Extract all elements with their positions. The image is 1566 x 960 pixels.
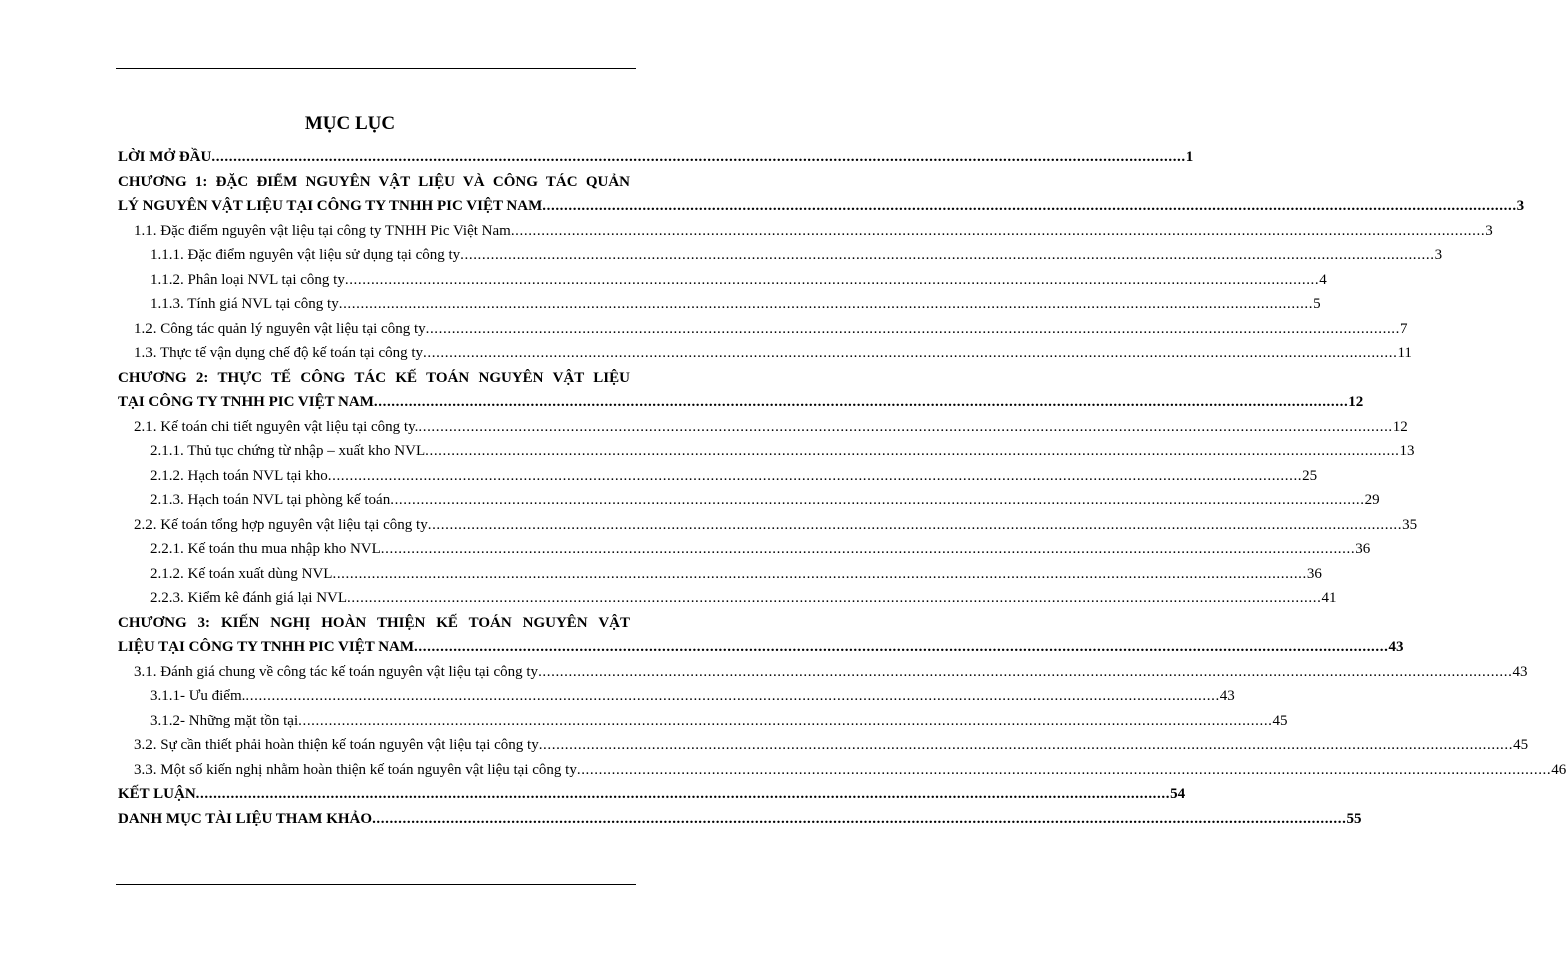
toc-page-number: 12: [1348, 394, 1364, 410]
dot-leader: ................................................................................................................................................................................................................................: [427, 516, 1403, 533]
dot-leader: ................................................................................................................................................................................................................................: [347, 590, 1322, 606]
dot-leader: ................................................................................................................................................................................................................................: [576, 761, 1552, 778]
toc-entry-text: CHƯƠNG 2: THỰC TẾ CÔNG TÁC KẾ TOÁN NGUYÊN VẬT LIỆU: [118, 369, 630, 386]
dot-leader: ................................................................................................................................................................................................................................: [542, 198, 1517, 214]
table-of-contents: [118, 145, 1566, 831]
toc-page-number: 43: [1512, 663, 1528, 680]
dot-leader: ................................................................................................................................................................................................................................: [245, 688, 1220, 704]
toc-page-number: 7: [1400, 320, 1408, 337]
toc-entry-text: 1.2. Công tác quản lý nguyên vật liệu tại công ty: [134, 320, 426, 337]
toc-entry[interactable]: [118, 733, 1529, 758]
toc-entry-text: TẠI CÔNG TY TNHH PIC VIỆT NAM: [118, 394, 374, 410]
toc-entry-text: 1.1. Đặc điểm nguyên vật liệu tại công ty TNHH Pic Việt Nam: [134, 222, 511, 239]
toc-entry-text: 2.1. Kế toán chi tiết nguyên vật liệu tại công ty.: [134, 418, 419, 435]
toc-page-number: 3: [1485, 222, 1493, 239]
dot-leader: ................................................................................................................................................................................................................................: [414, 639, 1389, 655]
toc-entry-text: 1.3. Thực tế vận dụng chế độ kế toán tại công ty: [134, 345, 424, 361]
dot-leader: ................................................................................................................................................................................................................................: [332, 565, 1307, 582]
dot-leader: ................................................................................................................................................................................................................................: [425, 320, 1401, 337]
dot-leader: ................................................................................................................................................................................................................................: [380, 541, 1356, 557]
toc-entry[interactable]: [118, 243, 1443, 268]
page-title: MỤC LỤC: [304, 113, 396, 134]
toc-entry[interactable]: [118, 219, 1493, 244]
toc-page-number: 25: [1302, 467, 1318, 484]
toc-entry-text: 2.2.3. Kiểm kê đánh giá lại NVL: [150, 590, 348, 606]
toc-entry-text: 3.1.2- Những mặt tồn tại: [150, 712, 299, 729]
toc-page-number: 3: [1434, 247, 1443, 263]
toc-page-number: 5: [1313, 296, 1321, 312]
dot-leader: ................................................................................................................................................................................................................................: [510, 222, 1486, 239]
toc-entry-text: 3.2. Sự cần thiết phải hoàn thiện kế toán nguyên vật liệu tại công ty: [134, 737, 539, 753]
toc-entry[interactable]: [118, 145, 1194, 170]
toc-entry[interactable]: [118, 439, 1415, 464]
toc-entry[interactable]: [118, 317, 1408, 342]
dot-leader: ................................................................................................................................................................................................................................: [460, 247, 1435, 263]
toc-entry-text: CHƯƠNG 1: ĐẶC ĐIỂM NGUYÊN VẬT LIỆU VÀ CÔNG TÁC QUẢN: [118, 173, 630, 190]
toc-page-number: 43: [1219, 688, 1235, 704]
toc-page-number: 46: [1551, 761, 1566, 778]
header-rule: [116, 68, 636, 69]
toc-entry[interactable]: [118, 488, 1380, 513]
toc-entry[interactable]: [118, 635, 1404, 660]
dot-leader: ................................................................................................................................................................................................................................: [538, 737, 1514, 753]
toc-page-number: 41: [1321, 590, 1337, 606]
dot-leader: ................................................................................................................................................................................................................................: [423, 345, 1398, 361]
toc-entry[interactable]: [118, 611, 630, 636]
dot-leader: ................................................................................................................................................................................................................................: [390, 492, 1365, 508]
toc-entry-text: 1.1.3. Tính giá NVL tại công ty: [150, 296, 339, 312]
toc-entry[interactable]: [118, 758, 1566, 783]
toc-entry-text: 2.1.3. Hạch toán NVL tại phòng kế toán: [150, 492, 391, 508]
toc-page-number: 55: [1346, 810, 1362, 827]
toc-entry-text: LIỆU TẠI CÔNG TY TNHH PIC VIỆT NAM: [118, 639, 415, 655]
toc-entry-text: 1.1.1. Đặc điểm nguyên vật liệu sử dụng tại công ty: [150, 247, 461, 263]
toc-entry[interactable]: [118, 660, 1528, 685]
toc-entry-text: 2.1.2. Kế toán xuất dùng NVL: [150, 565, 333, 582]
toc-page-number: 36: [1306, 565, 1322, 582]
toc-page-number: 3: [1516, 198, 1525, 214]
toc-entry[interactable]: [118, 562, 1322, 587]
dot-leader: ................................................................................................................................................................................................................................: [211, 149, 1186, 165]
toc-entry-text: 2.2.1. Kế toán thu mua nhập kho NVL: [150, 541, 381, 557]
toc-entry[interactable]: [118, 684, 1235, 709]
toc-entry-text: LỜI MỞ ĐẦU: [118, 149, 212, 165]
dot-leader: ................................................................................................................................................................................................................................: [538, 663, 1513, 680]
toc-entry[interactable]: [118, 586, 1337, 611]
toc-entry[interactable]: [118, 366, 630, 391]
toc-page-number: 45: [1272, 712, 1288, 729]
toc-page-number: 36: [1355, 541, 1371, 557]
toc-entry-text: 3.3. Một số kiến nghị nhằm hoàn thiện kế toán nguyên vật liệu tại công ty: [134, 761, 577, 778]
toc-page-number: 1: [1185, 149, 1194, 165]
dot-leader: ................................................................................................................................................................................................................................: [418, 418, 1393, 435]
dot-leader: ................................................................................................................................................................................................................................: [327, 467, 1303, 484]
toc-entry[interactable]: [118, 390, 1364, 415]
toc-page-number: 45: [1513, 737, 1529, 753]
toc-page-number: 12: [1392, 418, 1408, 435]
toc-entry[interactable]: [118, 782, 1186, 807]
toc-page-number: 4: [1319, 271, 1327, 288]
toc-entry[interactable]: [118, 194, 1525, 219]
footer-rule: [116, 884, 636, 885]
toc-entry-text: LÝ NGUYÊN VẬT LIỆU TẠI CÔNG TY TNHH PIC VIỆT NAM: [118, 198, 543, 214]
toc-entry[interactable]: [118, 415, 1408, 440]
toc-page-number: 35: [1402, 516, 1418, 533]
toc-page-number: 29: [1364, 492, 1380, 508]
toc-entry[interactable]: [118, 170, 630, 195]
toc-entry-text: 3.1.1- Ưu điểm.: [150, 688, 246, 704]
dot-leader: ................................................................................................................................................................................................................................: [425, 443, 1400, 459]
toc-page-number: 11: [1397, 345, 1412, 361]
toc-entry-text: 2.1.2. Hạch toán NVL tại kho: [150, 467, 328, 484]
toc-entry-text: 1.1.2. Phân loại NVL tại công ty: [150, 271, 345, 288]
dot-leader: ................................................................................................................................................................................................................................: [195, 786, 1171, 802]
toc-entry-text: 3.1. Đánh giá chung về công tác kế toán nguyên vật liệu tại công ty: [134, 663, 539, 680]
toc-page-number: 54: [1170, 786, 1186, 802]
toc-entry-text: 2.2. Kế toán tổng hợp nguyên vật liệu tại công ty: [134, 516, 428, 533]
dot-leader: ................................................................................................................................................................................................................................: [338, 296, 1314, 312]
toc-entry-text: KẾT LUẬN: [118, 786, 196, 802]
toc-page-number: 13: [1399, 443, 1415, 459]
dot-leader: ................................................................................................................................................................................................................................: [373, 394, 1349, 410]
toc-entry[interactable]: [118, 292, 1321, 317]
dot-leader: ................................................................................................................................................................................................................................: [298, 712, 1273, 729]
dot-leader: ................................................................................................................................................................................................................................: [344, 271, 1320, 288]
toc-entry[interactable]: [118, 464, 1318, 489]
toc-entry-text: DANH MỤC TÀI LIỆU THAM KHẢO: [118, 810, 373, 827]
toc-entry[interactable]: [118, 709, 1288, 734]
toc-entry[interactable]: [118, 268, 1327, 293]
dot-leader: ................................................................................................................................................................................................................................: [372, 810, 1347, 827]
toc-entry[interactable]: [118, 513, 1418, 538]
toc-entry[interactable]: [118, 537, 1371, 562]
toc-entry[interactable]: [118, 341, 1412, 366]
toc-entry-text: CHƯƠNG 3: KIẾN NGHỊ HOÀN THIỆN KẾ TOÁN NGUYÊN VẬT: [118, 614, 630, 631]
toc-entry-text: 2.1.1. Thủ tục chứng từ nhập – xuất kho NVL: [150, 443, 426, 459]
toc-entry[interactable]: [118, 807, 1362, 832]
toc-page-number: 43: [1388, 639, 1404, 655]
